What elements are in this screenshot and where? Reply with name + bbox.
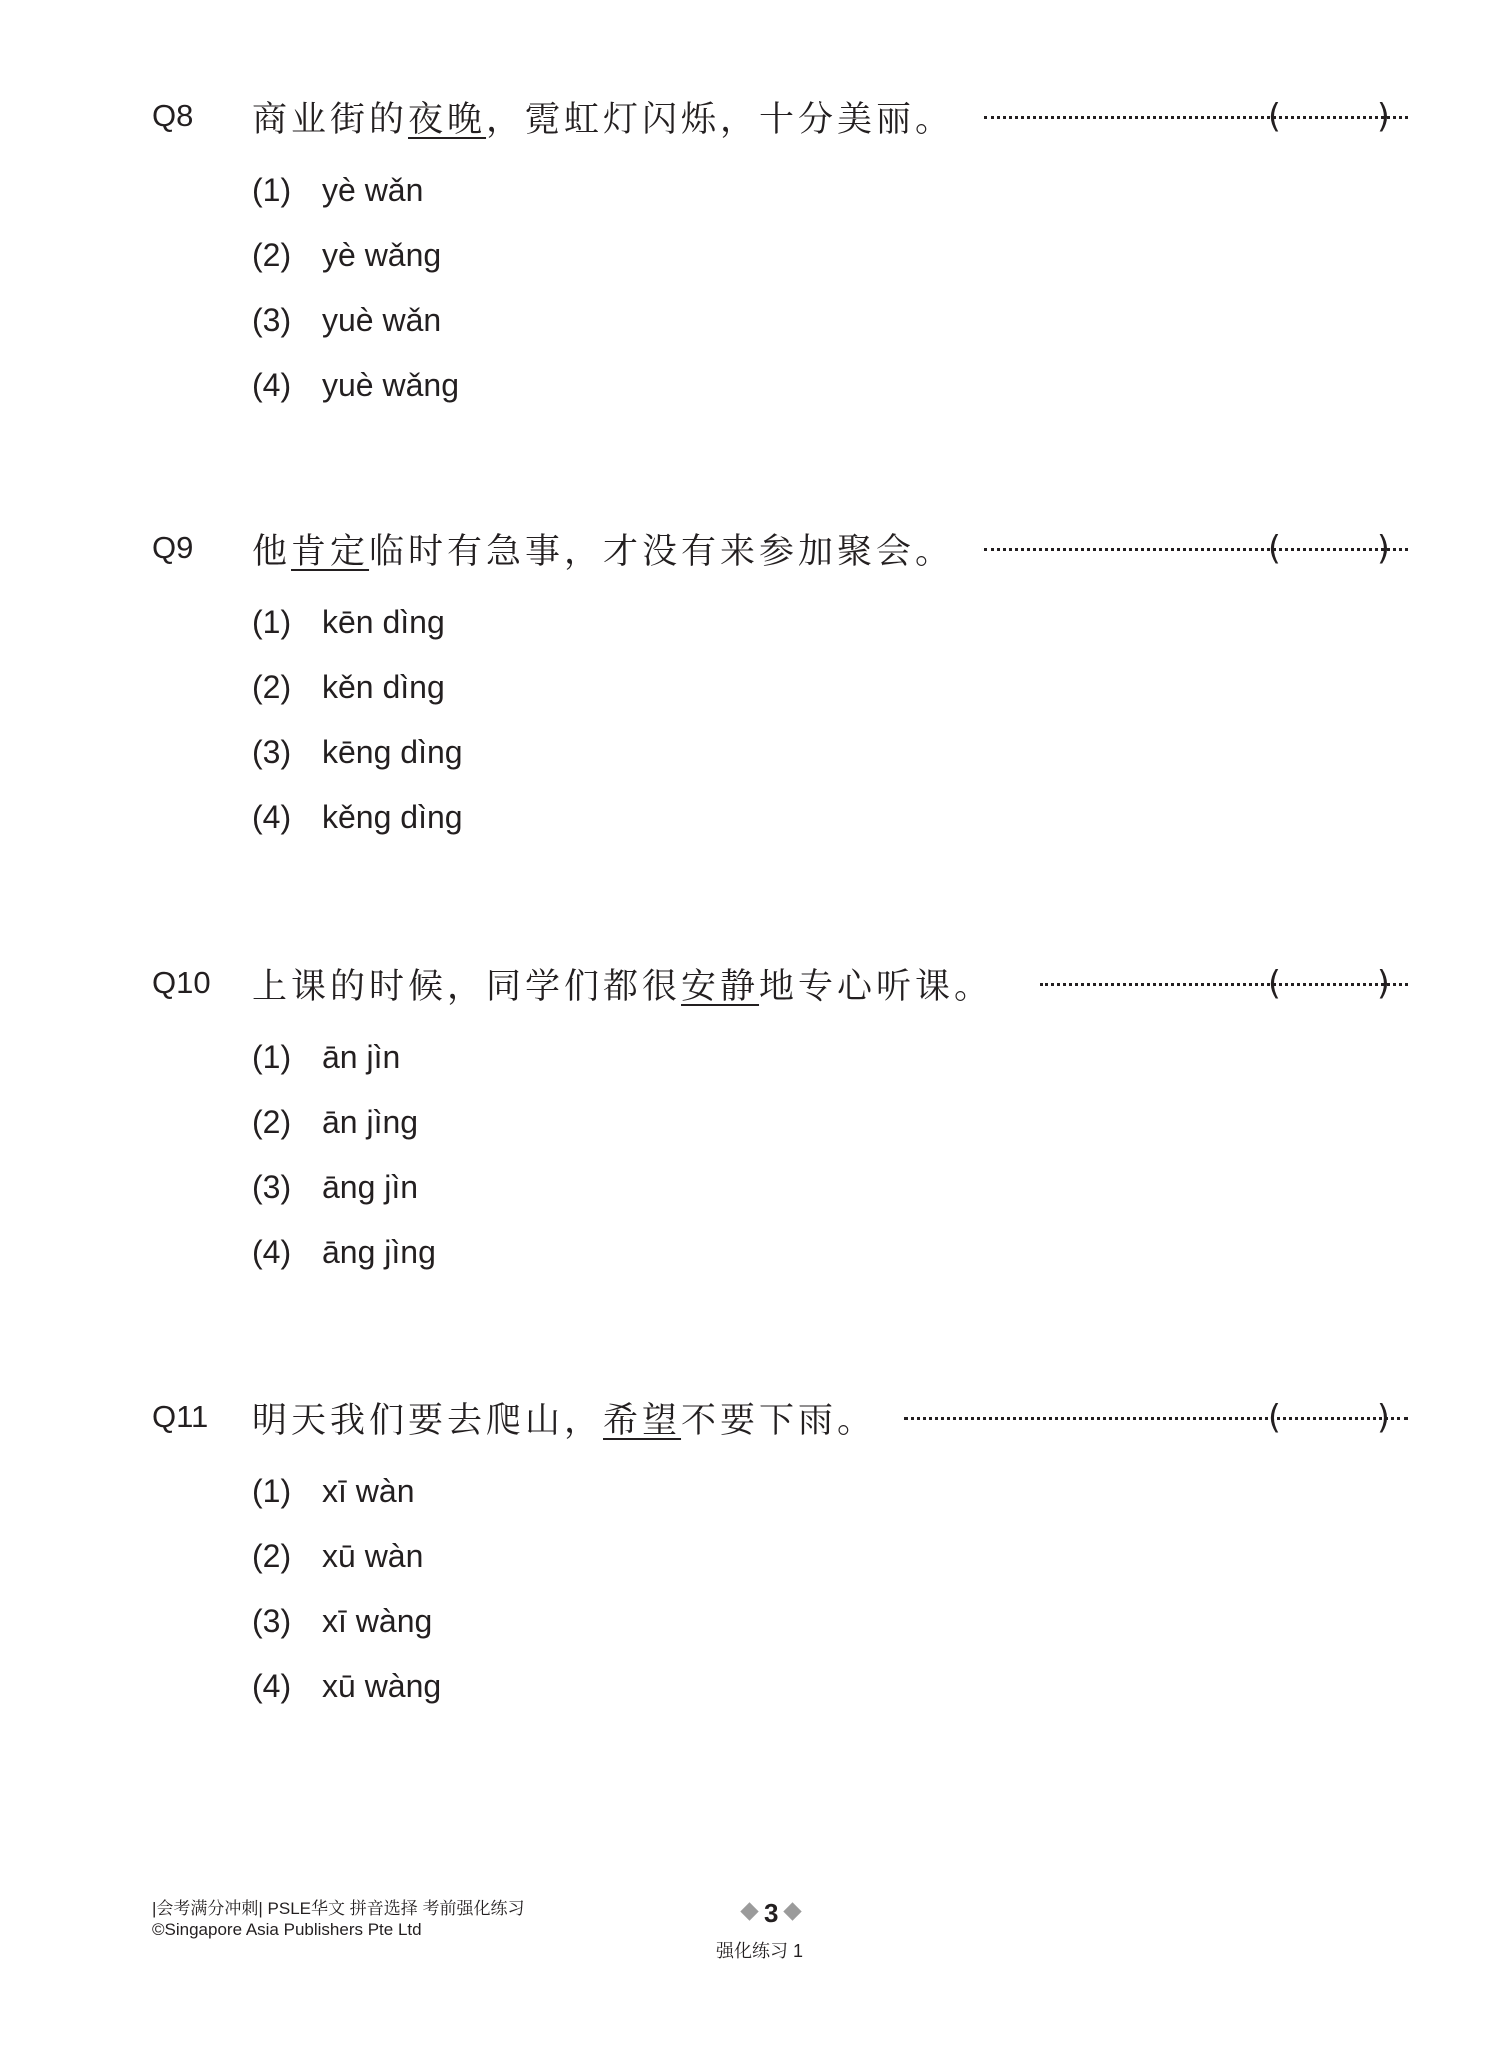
option-number: (1) — [252, 604, 292, 640]
option — [252, 1234, 436, 1299]
question-11 — [152, 1389, 1402, 1704]
option-text: kēng dìng — [322, 734, 463, 770]
option-number: (2) — [252, 669, 292, 705]
option-number: (1) — [252, 1039, 292, 1075]
option-list — [252, 172, 459, 432]
option-text: xī wàng — [322, 1603, 433, 1639]
option — [252, 669, 463, 734]
question-number: Q9 — [152, 530, 194, 565]
diamond-icon — [784, 1902, 802, 1920]
question-sentence — [252, 959, 993, 1009]
sentence-before: 明天我们要去爬山， — [252, 1401, 604, 1441]
option-number: (4) — [252, 1668, 292, 1704]
section-label: 强化练习 1 — [716, 1941, 804, 1961]
option-number: (2) — [252, 1538, 292, 1574]
option-text: xū wàng — [322, 1668, 442, 1704]
option-text: xī wàn — [322, 1473, 415, 1509]
option-text: yuè wǎng — [322, 367, 459, 403]
question-8 — [152, 88, 1402, 403]
answer-paren-close: ) — [1377, 96, 1390, 135]
option — [252, 367, 459, 432]
sentence-after: ，霓虹灯闪烁，十分美丽。 — [486, 100, 955, 140]
option — [252, 237, 459, 302]
sentence-after: 不要下雨。 — [681, 1401, 877, 1441]
option-text: yè wǎn — [322, 172, 424, 208]
option — [252, 734, 463, 799]
option — [252, 172, 459, 237]
option — [252, 302, 459, 367]
option-number: (3) — [252, 734, 292, 770]
option — [252, 1473, 441, 1538]
option-number: (2) — [252, 237, 292, 273]
sentence-after: 地专心听课。 — [759, 967, 994, 1007]
sentence-before: 他 — [252, 532, 292, 572]
option-number: (4) — [252, 799, 292, 835]
option — [252, 799, 463, 864]
underlined-word: 肯定 — [291, 532, 370, 572]
page-number-block — [735, 1898, 807, 1929]
option — [252, 1039, 436, 1104]
answer-paren-close: ) — [1377, 963, 1390, 1002]
question-9 — [152, 520, 1402, 835]
option-text: ān jìng — [322, 1104, 419, 1140]
option-text: kēn dìng — [322, 604, 445, 640]
sentence-before: 商业街的 — [252, 100, 409, 140]
question-sentence — [252, 1393, 876, 1443]
dotted-leader — [984, 548, 1408, 551]
question-number: Q11 — [152, 1399, 209, 1434]
page-number: 3 — [764, 1898, 779, 1928]
option-number: (3) — [252, 1603, 292, 1639]
question-stem — [152, 520, 1402, 580]
answer-paren-open: ( — [1268, 963, 1281, 1002]
underlined-word: 安静 — [681, 967, 760, 1007]
option — [252, 1538, 441, 1603]
option-list — [252, 1039, 436, 1299]
underlined-word: 夜晚 — [408, 100, 487, 140]
sentence-after: 临时有急事，才没有来参加聚会。 — [369, 532, 955, 572]
option-number: (1) — [252, 172, 292, 208]
option-number: (4) — [252, 1234, 292, 1270]
option-text: yè wǎng — [322, 237, 442, 273]
option-number: (3) — [252, 302, 292, 338]
option-list — [252, 1473, 441, 1733]
option-text: āng jìng — [322, 1234, 436, 1270]
option-number: (4) — [252, 367, 292, 403]
dotted-leader — [984, 116, 1408, 119]
option-number: (3) — [252, 1169, 292, 1205]
option-text: āng jìn — [322, 1169, 419, 1205]
footer-book-title: |会考满分冲刺| PSLE华文 拼音选择 考前强化练习 — [152, 1899, 525, 1918]
footer-copyright: ©Singapore Asia Publishers Pte Ltd — [152, 1920, 422, 1939]
dotted-leader — [1040, 983, 1408, 986]
question-sentence — [252, 524, 954, 574]
option-text: kěng dìng — [322, 799, 463, 835]
question-number: Q10 — [152, 965, 211, 1000]
answer-paren-open: ( — [1268, 1397, 1281, 1436]
option-text: yuè wǎn — [322, 302, 442, 338]
option — [252, 1668, 441, 1733]
option — [252, 1104, 436, 1169]
option-number: (2) — [252, 1104, 292, 1140]
answer-paren-open: ( — [1268, 528, 1281, 567]
question-stem — [152, 955, 1402, 1015]
answer-paren-open: ( — [1268, 96, 1281, 135]
option-text: xū wàn — [322, 1538, 424, 1574]
option — [252, 1169, 436, 1234]
option-number: (1) — [252, 1473, 292, 1509]
question-10 — [152, 955, 1402, 1270]
footer-publisher-info — [152, 1898, 524, 1940]
underlined-word: 希望 — [603, 1401, 682, 1441]
question-sentence — [252, 92, 954, 142]
answer-paren-close: ) — [1377, 1397, 1390, 1436]
option — [252, 604, 463, 669]
option-list — [252, 604, 463, 864]
option-text: ān jìn — [322, 1039, 401, 1075]
answer-paren-close: ) — [1377, 528, 1390, 567]
question-stem — [152, 88, 1402, 148]
diamond-icon — [740, 1902, 758, 1920]
question-stem — [152, 1389, 1402, 1449]
option-text: kěn dìng — [322, 669, 445, 705]
dotted-leader — [904, 1417, 1408, 1420]
question-number: Q8 — [152, 98, 194, 133]
option — [252, 1603, 441, 1668]
sentence-before: 上课的时候，同学们都很 — [252, 967, 682, 1007]
